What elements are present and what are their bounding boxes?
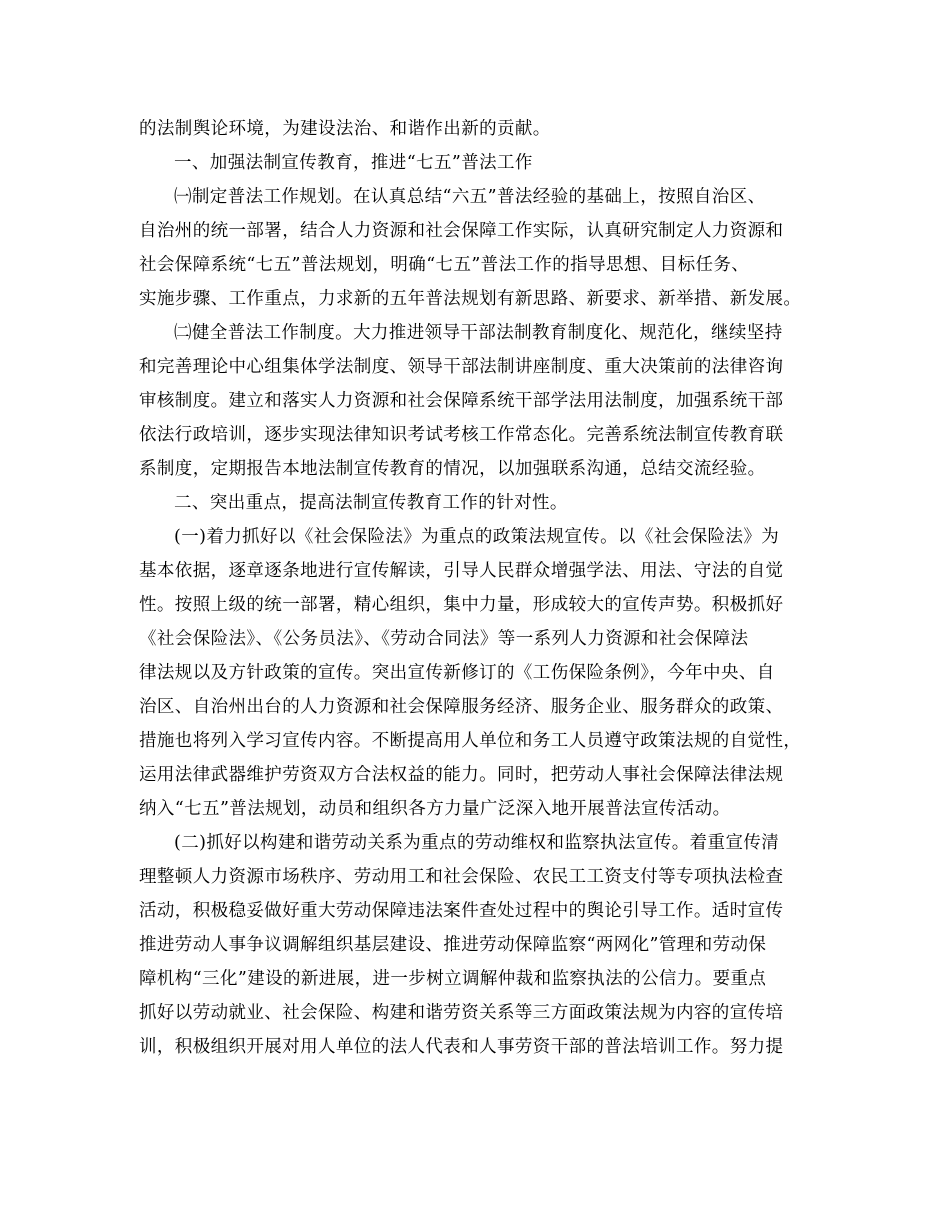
- text-line: 治区、自治州出台的人力资源和社会保障服务经济、服务企业、服务群众的政策、: [139, 697, 784, 717]
- text-line: 实施步骤、工作重点，力求新的五年普法规划有新思路、新要求、新举措、新发展。: [139, 289, 802, 309]
- text-line: 训，积极组织开展对用人单位的法人代表和人事劳资干部的普法培训工作。努力提: [139, 1037, 784, 1057]
- text-line: 纳入“七五”普法规划，动员和组织各方力量广泛深入地开展普法宣传活动。: [139, 799, 731, 819]
- text-line: 的法制舆论环境，为建设法治、和谐作出新的贡献。: [139, 119, 551, 139]
- section-heading: 一、加强法制宣传教育，推进“七五”普法工作: [174, 153, 533, 173]
- text-line: 社会保障系统“七五”普法规划，明确“七五”普法工作的指导思想、目标任务、: [139, 255, 750, 275]
- text-line: 理整顿人力资源市场秩序、劳动用工和社会保险、农民工工资支付等专项执法检查: [139, 867, 784, 887]
- section-heading: 二、突出重点，提高法制宣传教育工作的针对性。: [174, 493, 568, 513]
- text-line: 基本依据，逐章逐条地进行宣传解读，引导人民群众增强学法、用法、守法的自觉: [139, 561, 784, 581]
- text-line: 措施也将列入学习宣传内容。不断提高用人单位和务工人员遵守政策法规的自觉性，: [139, 731, 802, 751]
- text-line: 和完善理论中心组集体学法制度、领导干部法制讲座制度、重大决策前的法律咨询: [139, 357, 784, 377]
- text-line: 自治州的统一部署，结合人力资源和社会保障工作实际，认真研究制定人力资源和: [139, 221, 784, 241]
- text-line: 障机构“三化”建设的新进展，进一步树立调解仲裁和监察执法的公信力。要重点: [139, 969, 767, 989]
- paragraph-start: (二)抓好以构建和谐劳动关系为重点的劳动维权和监察执法宣传。着重宣传清: [174, 833, 780, 853]
- text-line: 性。按照上级的统一部署，精心组织，集中力量，形成较大的宣传声势。积极抓好: [139, 595, 784, 615]
- text-line: 抓好以劳动就业、社会保险、构建和谐劳资关系等三方面政策法规为内容的宣传培: [139, 1003, 784, 1023]
- text-line: 运用法律武器维护劳资双方合法权益的能力。同时，把劳动人事社会保障法律法规: [139, 765, 784, 785]
- text-line: 《社会保险法》、《公务员法》、《劳动合同法》等一系列人力资源和社会保障法: [139, 629, 749, 649]
- paragraph-start: ㈡健全普法工作制度。大力推进领导干部法制教育制度化、规范化，继续坚持: [174, 323, 783, 343]
- text-line: 活动，积极稳妥做好重大劳动保障违法案件查处过程中的舆论引导工作。适时宣传: [139, 901, 784, 921]
- paragraph-start: (一)着力抓好以《社会保险法》为重点的政策法规宣传。以《社会保险法》为: [174, 527, 780, 547]
- text-line: 律法规以及方针政策的宣传。突出宣传新修订的《工伤保险条例》，今年中央、自: [139, 663, 775, 683]
- text-line: 审核制度。建立和落实人力资源和社会保障系统干部学法用法制度，加强系统干部: [139, 391, 784, 411]
- text-line: 推进劳动人事争议调解组织基层建设、推进劳动保障监察“两网化”管理和劳动保: [139, 935, 767, 955]
- text-line: 依法行政培训，逐步实现法律知识考试考核工作常态化。完善系统法制宣传教育联: [139, 425, 784, 445]
- text-line: 系制度，定期报告本地法制宣传教育的情况，以加强联系沟通，总结交流经验。: [139, 459, 766, 479]
- paragraph-start: ㈠制定普法工作规划。在认真总结“六五”普法经验的基础上，按照自治区、: [174, 187, 766, 207]
